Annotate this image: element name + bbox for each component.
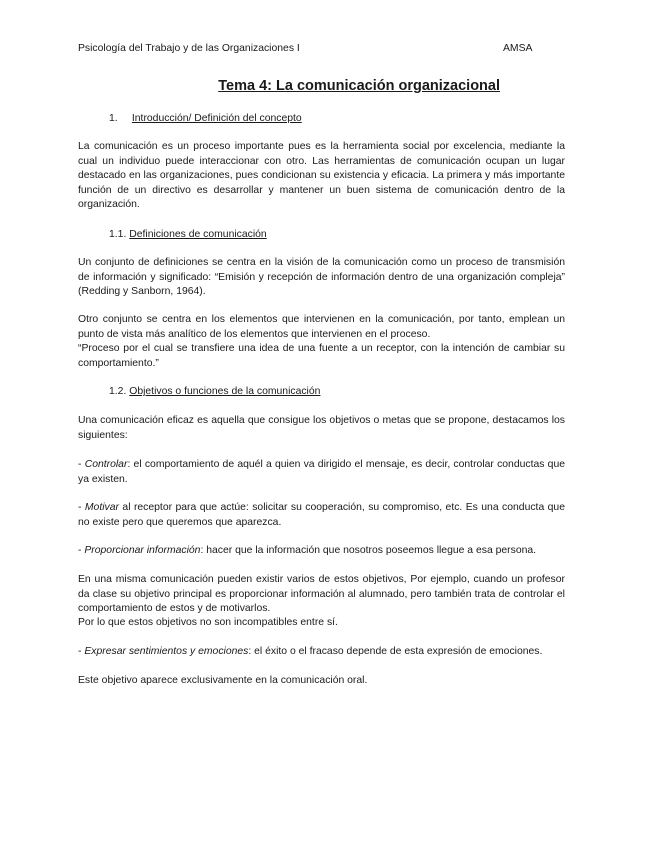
bullet-dash: -: [78, 459, 85, 470]
document-title: Tema 4: La comunicación organizacional: [218, 78, 500, 94]
objective-term: Motivar: [84, 502, 119, 513]
objective-text: : el éxito o el fracaso depende de esta expresión de emociones.: [248, 646, 543, 657]
section-number: 1.: [109, 113, 118, 124]
bullet-dash: -: [78, 646, 85, 657]
section-heading-1-2: [109, 385, 320, 400]
objective-item-express: [78, 645, 565, 660]
objective-item-motivate: [78, 501, 565, 530]
objective-term: Proporcionar información: [84, 545, 201, 556]
objective-item-control: [78, 458, 565, 487]
paragraph-definitions-1: Un conjunto de definiciones se centra en la visión de la comunicación como un proceso de transmisión de información y significado: “Emisión y recepción de información dentro de una organización compleja” (Redding y Sanborn, 1964).: [78, 257, 565, 298]
header-course: Psicología del Trabajo y de las Organizaciones I: [78, 43, 300, 54]
paragraph-oral-only: Este objetivo aparece exclusivamente en la comunicación oral.: [78, 675, 368, 686]
objective-text: : el comportamiento de aquél a quien va dirigido el mensaje, es decir, controlar conductas que ya existen.: [78, 459, 565, 485]
bullet-dash: -: [78, 545, 85, 556]
section-number: 1.2.: [109, 386, 127, 397]
objective-text: al receptor para que actúe: solicitar su cooperación, su compromiso, etc. Es una conducta que no existe pero que queremos que aparezca.: [78, 502, 565, 528]
paragraph-definitions-quote: “Proceso por el cual se transfiere una idea de una fuente a un receptor, con la intención de cambiar su comportamiento.”: [78, 343, 565, 369]
paragraph-definitions-2: Otro conjunto se centra en los elementos que intervienen en la comunicación, por tanto, emplean un punto de vista más analítico de los elementos que intervienen en el proceso.: [78, 314, 565, 340]
paragraph-objectives-example: En una misma comunicación pueden existir varios de estos objetivos, Por ejemplo, cuando un profesor da clase su objetivo principal es proporcionar información al alumnado, pero también trata de controlar el comportamiento de estos y de motivarlos.: [78, 574, 565, 615]
bullet-dash: -: [78, 502, 85, 513]
section-number: 1.1.: [109, 229, 127, 240]
objective-term: Expresar sentimientos y emociones: [84, 646, 249, 657]
objective-term: Controlar: [84, 459, 128, 470]
header-author: AMSA: [503, 43, 533, 54]
paragraph-intro: La comunicación es un proceso importante pues es la herramienta social por excelencia, mediante la cual un individuo puede interaccionar con otro. Las herramientas de comunicación ocupan un lugar destacado en las organizaciones, pues condicionan su existencia y eficacia. La primera y más importante función de un directivo es desarrollar y mantener un buen sistema de comunicación dentro de la organización.: [78, 141, 565, 211]
paragraph-objectives-intro: Una comunicación eficaz es aquella que consigue los objetivos o metas que se propone, destacamos los siguientes:: [78, 415, 565, 441]
section-title: Introducción/ Definición del concepto: [131, 113, 302, 124]
section-heading-1: [109, 112, 302, 127]
paragraph-objectives-compatible: Por lo que estos objetivos no son incompatibles entre sí.: [78, 617, 338, 628]
objective-item-inform: [78, 544, 565, 559]
section-title: Definiciones de comunicación: [129, 229, 267, 240]
section-title: Objetivos o funciones de la comunicación: [129, 386, 321, 397]
objective-text: : hacer que la información que nosotros poseemos llegue a esa persona.: [200, 545, 537, 556]
section-heading-1-1: [109, 228, 267, 243]
page-header: [78, 42, 565, 56]
